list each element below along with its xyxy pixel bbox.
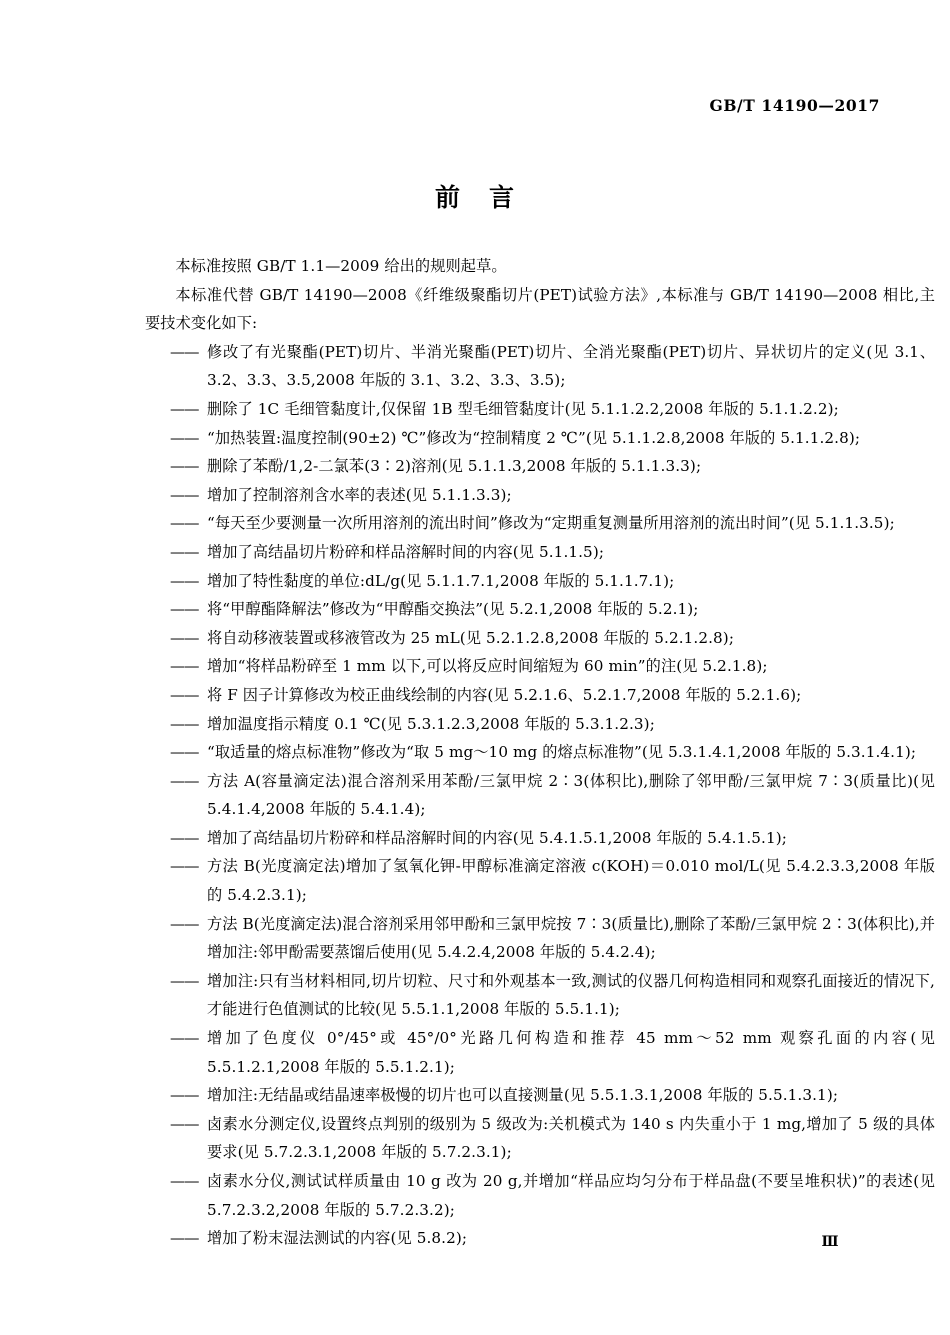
list-item-text: “取适量的熔点标准物”修改为“取 5 mg～10 mg 的熔点标准物”(见 5.3.1.4.1,2008 年版的 5.3.1.4.1);: [207, 743, 917, 762]
list-item-text: 增加注:只有当材料相同,切片切粒、尺寸和外观基本一致,测试的仪器几何构造相同和观察孔面接近的情况下,才能进行色值测试的比较(见 5.5.1.1,2008 年版的 5.5.1.1);: [207, 971, 935, 1019]
dash-marker-icon: ——: [170, 971, 199, 990]
list-item: [145, 595, 935, 624]
list-item: [145, 338, 935, 395]
dash-marker-icon: ——: [170, 1172, 199, 1190]
dash-marker-icon: ——: [170, 457, 199, 476]
list-item: [145, 710, 935, 739]
list-item: [145, 767, 935, 824]
list-item-text: 增加注:无结晶或结晶速率极慢的切片也可以直接测量(见 5.5.1.3.1,2008 年版的 5.5.1.3.1);: [207, 1086, 839, 1105]
list-item-text: 删除了苯酚/1,2-二氯苯(3∶2)溶剂(见 5.1.1.3,2008 年版的 5.1.1.3.3);: [207, 457, 702, 476]
technical-changes-list: [145, 338, 935, 1253]
dash-marker-icon: ——: [170, 914, 199, 933]
dash-marker-icon: ——: [170, 514, 199, 533]
dash-marker-icon: ——: [170, 685, 199, 704]
list-item: [145, 1110, 935, 1167]
dash-marker-icon: ——: [170, 542, 199, 561]
page-title-char-1: 前: [434, 183, 461, 212]
list-item: [145, 1024, 935, 1081]
list-item: [145, 509, 935, 538]
list-item-text: 增加“将样品粉碎至 1 mm 以下,可以将反应时间缩短为 60 min”的注(见 5.2.1.8);: [207, 657, 768, 676]
list-item-text: 将“甲醇酯降解法”修改为“甲醇酯交换法”(见 5.2.1,2008 年版的 5.2.1);: [207, 600, 699, 619]
page-number-footer: [0, 1234, 950, 1250]
page-title: [0, 178, 950, 214]
dash-marker-icon: ——: [170, 771, 199, 790]
list-item-text: 将自动移液装置或移液管改为 25 mL(见 5.2.1.2.8,2008 年版的 5.2.1.2.8);: [207, 628, 735, 647]
dash-marker-icon: ——: [170, 342, 199, 361]
dash-marker-icon: ——: [170, 857, 199, 876]
dash-marker-icon: ——: [170, 1029, 199, 1048]
list-item-text: 增加温度指示精度 0.1 ℃(见 5.3.1.2.3,2008 年版的 5.3.1.2.3);: [207, 714, 655, 733]
dash-marker-icon: ——: [170, 657, 199, 676]
list-item: [145, 481, 935, 510]
list-item: [145, 967, 935, 1024]
list-item-text: 将 F 因子计算修改为校正曲线绘制的内容(见 5.2.1.6、5.2.1.7,2008 年版的 5.2.1.6);: [207, 685, 802, 704]
list-item-text: 增加了高结晶切片粉碎和样品溶解时间的内容(见 5.4.1.5.1,2008 年版的 5.4.1.5.1);: [207, 828, 787, 847]
list-item: [145, 1081, 935, 1110]
intro-paragraph-2: 本标准代替 GB/T 14190—2008《纤维级聚酯切片(PET)试验方法》,本标准与 GB/T 14190—2008 相比,主要技术变化如下:: [145, 285, 935, 333]
page-title-char-2: 言: [489, 183, 516, 212]
list-item-text: “每天至少要测量一次所用溶剂的流出时间”修改为“定期重复测量所用溶剂的流出时间”(见 5.1.1.3.5);: [207, 514, 895, 533]
dash-marker-icon: ——: [170, 1114, 199, 1133]
list-item: [145, 624, 935, 653]
list-item: [145, 652, 935, 681]
list-item: [145, 738, 935, 767]
list-item: [145, 395, 935, 424]
list-item-text: 增加了控制溶剂含水率的表述(见 5.1.1.3.3);: [207, 485, 512, 504]
dash-marker-icon: ——: [170, 1086, 199, 1105]
dash-marker-icon: ——: [170, 628, 199, 647]
dash-marker-icon: ——: [170, 571, 199, 590]
page-header-standard-code: GB/T 14190—2017: [709, 96, 880, 115]
list-item: [145, 567, 935, 596]
list-item: [145, 910, 935, 967]
list-item: [145, 424, 935, 453]
dash-marker-icon: ——: [170, 428, 199, 447]
dash-marker-icon: ——: [170, 828, 199, 847]
page-number: Ⅲ: [821, 1234, 839, 1250]
list-item-text: 增加了色度仪 0°/45°或 45°/0°光路几何构造和推荐 45 mm～52 mm 观察孔面的内容(见 5.5.1.2.1,2008 年版的 5.5.1.2.1);: [207, 1029, 935, 1076]
list-item-text: 卤素水分仪,测试试样质量由 10 g 改为 20 g,并增加“样品应均匀分布于样品盘(不要呈堆积状)”的表述(见 5.7.2.3.2,2008 年版的 5.7.2.3.2);: [207, 1172, 935, 1219]
list-item-text: 删除了 1C 毛细管黏度计,仅保留 1B 型毛细管黏度计(见 5.1.1.2.2,2008 年版的 5.1.1.2.2);: [207, 399, 839, 418]
list-item-text: 方法 A(容量滴定法)混合溶剂采用苯酚/三氯甲烷 2∶3(体积比),删除了邻甲酚/三氯甲烷 7∶3(质量比)(见 5.4.1.4,2008 年版的 5.4.1.4);: [207, 771, 935, 819]
list-item: [145, 681, 935, 710]
list-item-text: 增加了高结晶切片粉碎和样品溶解时间的内容(见 5.1.1.5);: [207, 542, 605, 561]
dash-marker-icon: ——: [170, 399, 199, 418]
intro-paragraph-1: 本标准按照 GB/T 1.1—2009 给出的规则起草。: [175, 257, 507, 275]
list-item-text: 增加了粉末湿法测试的内容(见 5.8.2);: [207, 1229, 468, 1248]
list-item-text: “加热装置:温度控制(90±2) ℃”修改为“控制精度 2 ℃”(见 5.1.1.2.8,2008 年版的 5.1.1.2.8);: [207, 428, 861, 447]
list-item: [145, 1167, 935, 1224]
dash-marker-icon: ——: [170, 485, 199, 504]
dash-marker-icon: ——: [170, 714, 199, 733]
dash-marker-icon: ——: [170, 743, 199, 762]
list-item: [145, 452, 935, 481]
list-item: [145, 538, 935, 567]
list-item-text: 方法 B(光度滴定法)混合溶剂采用邻甲酚和三氯甲烷按 7∶3(质量比),删除了苯酚/三氯甲烷 2∶3(体积比),并增加注:邻甲酚需要蒸馏后使用(见 5.4.2.4,2008 年版的 5.4.2.4);: [207, 914, 935, 962]
list-item-text: 增加了特性黏度的单位:dL/g(见 5.1.1.7.1,2008 年版的 5.1.1.7.1);: [207, 571, 675, 590]
list-item-text: 卤素水分测定仪,设置终点判别的级别为 5 级改为:关机模式为 140 s 内失重小于 1 mg,增加了 5 级的具体要求(见 5.7.2.3.1,2008 年版的 5.7.2.3.1);: [207, 1114, 935, 1162]
list-item-text: 修改了有光聚酯(PET)切片、半消光聚酯(PET)切片、全消光聚酯(PET)切片、异状切片的定义(见 3.1、3.2、3.3、3.5,2008 年版的 3.1、3.2、3.3、3.5);: [207, 342, 935, 390]
dash-marker-icon: ——: [170, 600, 199, 619]
list-item: [145, 824, 935, 853]
list-item-text: 方法 B(光度滴定法)增加了氢氧化钾-甲醇标准滴定溶液 c(KOH)＝0.010 mol/L(见 5.4.2.3.3,2008 年版的 5.4.2.3.1);: [207, 857, 935, 905]
dash-marker-icon: ——: [170, 1229, 199, 1248]
document-body: [145, 252, 935, 1253]
list-item: [145, 852, 935, 909]
